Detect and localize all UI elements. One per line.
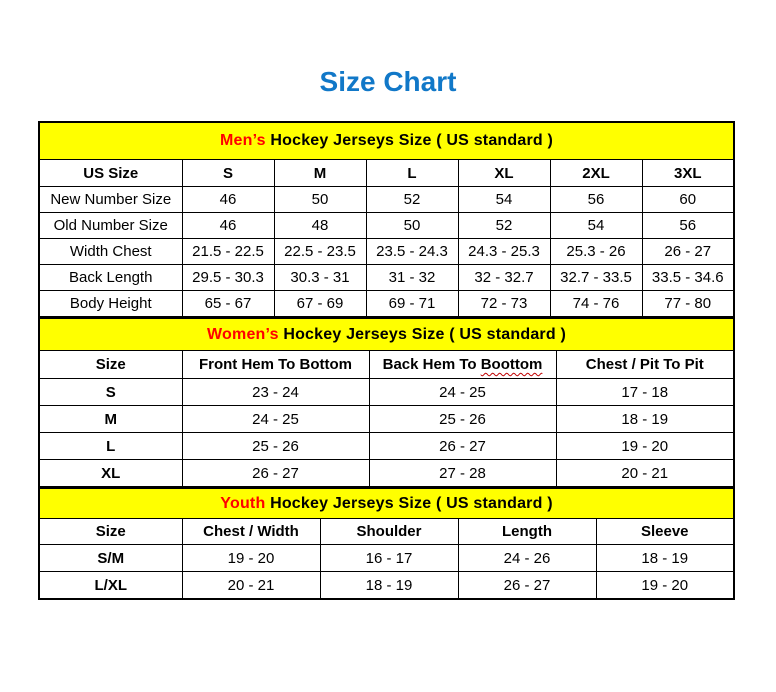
youth-table-title-row xyxy=(39,488,734,519)
misspelled-word: Boottom xyxy=(480,356,543,373)
size-value-cell: 25 - 26 xyxy=(369,406,556,433)
size-value-cell: 24 - 25 xyxy=(182,406,369,433)
row-label: Old Number Size xyxy=(39,213,182,239)
size-value-cell: 18 - 19 xyxy=(320,572,458,600)
column-header: Size xyxy=(39,519,182,545)
size-value-cell: 26 - 27 xyxy=(458,572,596,600)
size-value-cell: 50 xyxy=(366,213,458,239)
size-value-cell: 26 - 27 xyxy=(369,433,556,460)
size-value-cell: 33.5 - 34.6 xyxy=(642,265,734,291)
mens-table-title-highlight: Men’s xyxy=(219,132,266,149)
womens-table-title-highlight: Women’s xyxy=(207,325,279,343)
womens-header-row xyxy=(39,351,734,379)
size-value-cell: 26 - 27 xyxy=(642,239,734,265)
size-value-cell: 72 - 73 xyxy=(458,291,550,318)
size-value-cell: 22.5 - 23.5 xyxy=(274,239,366,265)
column-header: 2XL xyxy=(550,160,642,187)
size-value-cell: 56 xyxy=(642,213,734,239)
row-label: M xyxy=(39,406,182,433)
size-value-cell: 27 - 28 xyxy=(369,460,556,488)
column-header: Chest / Pit To Pit xyxy=(556,351,734,379)
column-header: L xyxy=(366,160,458,187)
size-value-cell: 77 - 80 xyxy=(642,291,734,318)
mens-header-row xyxy=(39,160,734,187)
mens-size-table xyxy=(38,121,735,318)
row-label: Body Height xyxy=(39,291,182,318)
size-value-cell: 20 - 21 xyxy=(556,460,734,488)
table-row xyxy=(39,545,734,572)
size-value-cell: 52 xyxy=(366,187,458,213)
column-header-text: Back Hem To xyxy=(382,356,481,373)
row-label: S xyxy=(39,379,182,406)
size-value-cell: 18 - 19 xyxy=(556,406,734,433)
column-header: Size xyxy=(39,351,182,379)
column-header: 3XL xyxy=(642,160,734,187)
row-label: XL xyxy=(39,460,182,488)
size-value-cell: 30.3 - 31 xyxy=(274,265,366,291)
size-value-cell: 26 - 27 xyxy=(182,460,369,488)
row-label: Back Length xyxy=(39,265,182,291)
column-header: M xyxy=(274,160,366,187)
size-value-cell: 24.3 - 25.3 xyxy=(458,239,550,265)
row-label: S/M xyxy=(39,545,182,572)
mens-table-title-rest: Hockey Jerseys Size ( US standard ) xyxy=(265,132,554,149)
table-row xyxy=(39,239,734,265)
size-value-cell: 54 xyxy=(458,187,550,213)
size-value-cell: 32.7 - 33.5 xyxy=(550,265,642,291)
column-header: S xyxy=(182,160,274,187)
table-row xyxy=(39,187,734,213)
size-value-cell: 54 xyxy=(550,213,642,239)
size-value-cell: 18 - 19 xyxy=(596,545,734,572)
size-value-cell: 48 xyxy=(274,213,366,239)
column-header xyxy=(369,351,556,379)
youth-header-row xyxy=(39,519,734,545)
table-row xyxy=(39,379,734,406)
youth-size-table xyxy=(38,487,735,600)
size-value-cell: 25.3 - 26 xyxy=(550,239,642,265)
column-header: Chest / Width xyxy=(182,519,320,545)
size-value-cell: 16 - 17 xyxy=(320,545,458,572)
size-value-cell: 20 - 21 xyxy=(182,572,320,600)
size-value-cell: 46 xyxy=(182,213,274,239)
column-header: Sleeve xyxy=(596,519,734,545)
size-value-cell: 21.5 - 22.5 xyxy=(182,239,274,265)
table-row xyxy=(39,433,734,460)
size-tables xyxy=(38,121,733,600)
size-value-cell: 32 - 32.7 xyxy=(458,265,550,291)
size-value-cell: 24 - 25 xyxy=(369,379,556,406)
size-value-cell: 67 - 69 xyxy=(274,291,366,318)
column-header: Shoulder xyxy=(320,519,458,545)
column-header: XL xyxy=(458,160,550,187)
size-value-cell: 31 - 32 xyxy=(366,265,458,291)
table-row xyxy=(39,291,734,318)
size-value-cell: 25 - 26 xyxy=(182,433,369,460)
size-value-cell: 69 - 71 xyxy=(366,291,458,318)
page-title: Size Chart xyxy=(319,66,457,97)
mens-table-title-row xyxy=(39,122,734,160)
table-row xyxy=(39,572,734,600)
table-row xyxy=(39,265,734,291)
youth-table-title-rest: Hockey Jerseys Size ( US standard ) xyxy=(265,494,553,512)
row-label: Width Chest xyxy=(39,239,182,265)
size-value-cell: 65 - 67 xyxy=(182,291,274,318)
size-value-cell: 56 xyxy=(550,187,642,213)
size-value-cell: 19 - 20 xyxy=(182,545,320,572)
table-row xyxy=(39,406,734,433)
row-label: L/XL xyxy=(39,572,182,600)
size-value-cell: 19 - 20 xyxy=(596,572,734,600)
table-row xyxy=(39,213,734,239)
size-value-cell: 52 xyxy=(458,213,550,239)
size-value-cell: 46 xyxy=(182,187,274,213)
youth-table-title-highlight: Youth xyxy=(220,494,266,512)
size-value-cell: 60 xyxy=(642,187,734,213)
youth-table-title xyxy=(39,488,734,519)
size-value-cell: 29.5 - 30.3 xyxy=(182,265,274,291)
size-value-cell: 19 - 20 xyxy=(556,433,734,460)
column-header: Front Hem To Bottom xyxy=(182,351,369,379)
table-row xyxy=(39,460,734,488)
womens-table-title-rest: Hockey Jerseys Size ( US standard ) xyxy=(278,325,566,343)
row-label: L xyxy=(39,433,182,460)
size-value-cell: 24 - 26 xyxy=(458,545,596,572)
womens-table-title-row xyxy=(39,318,734,351)
size-value-cell: 17 - 18 xyxy=(556,379,734,406)
size-value-cell: 23.5 - 24.3 xyxy=(366,239,458,265)
column-header: US Size xyxy=(39,160,182,187)
column-header: Length xyxy=(458,519,596,545)
womens-size-table xyxy=(38,317,735,488)
size-value-cell: 23 - 24 xyxy=(182,379,369,406)
size-value-cell: 50 xyxy=(274,187,366,213)
mens-table-title xyxy=(39,122,734,160)
size-value-cell: 74 - 76 xyxy=(550,291,642,318)
row-label: New Number Size xyxy=(39,187,182,213)
womens-table-title xyxy=(39,318,734,351)
